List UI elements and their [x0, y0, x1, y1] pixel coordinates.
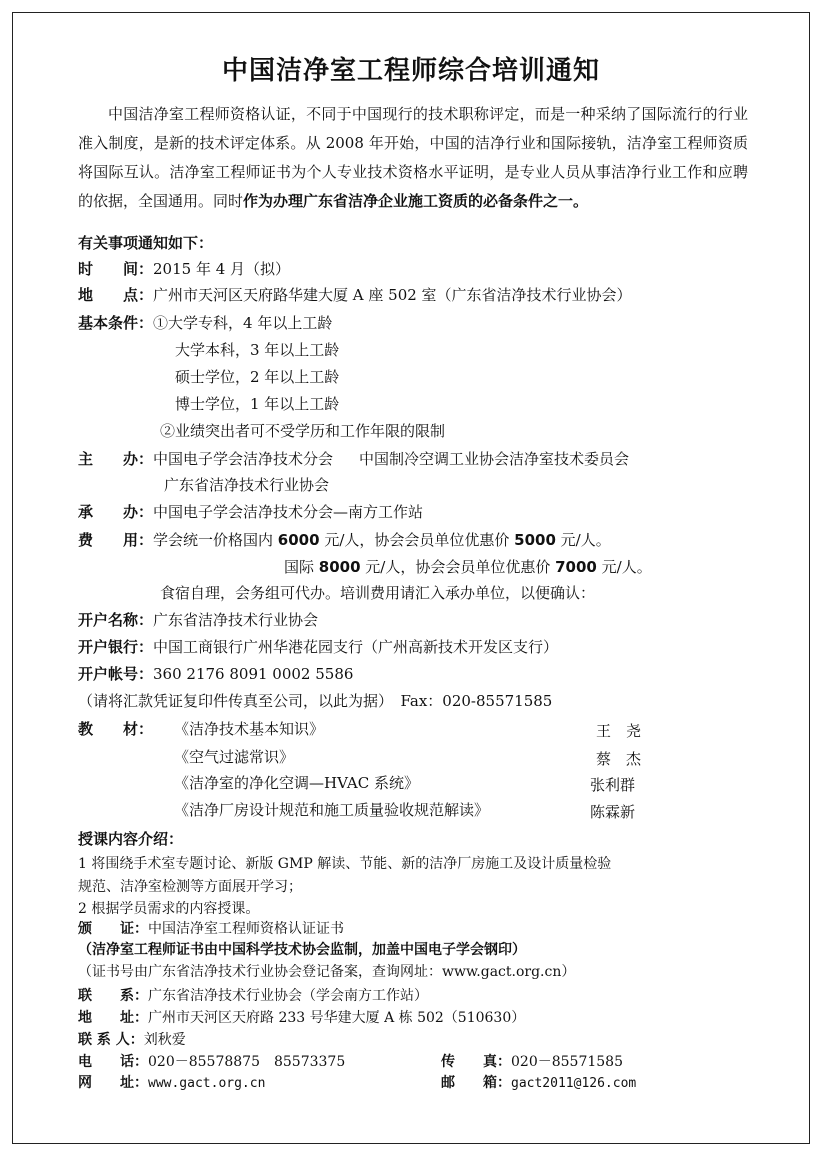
- course-heading: 授课内容介绍：: [78, 830, 184, 848]
- fee-text: 元/人，协会会员单位优惠价: [360, 558, 556, 576]
- fee-text: 元/人。: [555, 531, 611, 549]
- contact-person-label: 联 系 人：: [78, 1032, 144, 1048]
- basic-item: ①大学专科，4 年以上工龄: [153, 314, 333, 332]
- contact-fax-label: 传 真：: [441, 1054, 511, 1070]
- basic-item: 博士学位，1 年以上工龄: [175, 395, 340, 413]
- basic-label: 基本条件：: [78, 314, 154, 332]
- book-author: 蔡 杰: [596, 750, 642, 768]
- contact-fax: 020－85571585: [511, 1054, 623, 1070]
- contact-web-row: [78, 1072, 265, 1094]
- host-row: [78, 448, 629, 470]
- bank-value: 中国工商银行广州华港花园支行（广州高新技术开发区支行）: [153, 638, 559, 656]
- book-author: 陈霖新: [590, 803, 636, 821]
- bank-label: 开户银行：: [78, 638, 154, 656]
- undertake-value: 中国电子学会洁净技术分会—南方工作站: [153, 503, 424, 521]
- contact-addr-row: [78, 1007, 525, 1029]
- book-author: 王 尧: [596, 722, 642, 740]
- notice-heading: 有关事项通知如下：: [78, 234, 214, 252]
- course-line: 1 将围绕手术室专题讨论、新版 GMP 解读、节能、新的洁净厂房施工及设计质量检验: [78, 856, 612, 872]
- contact-mail-row: [441, 1072, 636, 1094]
- materials-row: [78, 718, 324, 740]
- account-no-value: 360 2176 8091 0002 5586: [153, 665, 354, 683]
- contact-tel-row: [78, 1051, 345, 1073]
- fee-amount: 8000: [318, 558, 361, 576]
- certificate-value: 中国洁净室工程师资格认证证书: [148, 921, 344, 937]
- certificate-label: 颁 证：: [78, 921, 148, 937]
- fee-note: 食宿自理，会务组可代办。培训费用请汇入承办单位，以便确认：: [160, 584, 596, 602]
- fee-label: 费 用：: [78, 531, 154, 549]
- fee-text: 元/人，协会会员单位优惠价: [319, 531, 515, 549]
- fax-note: （请将汇款凭证复印件传真至公司，以此为据） Fax：020-85571585: [78, 692, 553, 710]
- contact-org-row: [78, 985, 428, 1007]
- fee-text: 元/人。: [596, 558, 652, 576]
- time-row: [78, 258, 290, 280]
- fee-amount: 5000: [514, 531, 556, 549]
- certificate-note: （证书号由广东省洁净技术行业协会登记备案，查询网址：www.gact.org.cn）: [78, 964, 576, 980]
- fee-row-intl: [284, 556, 652, 578]
- host-org: 中国电子学会洁净技术分会: [153, 450, 334, 468]
- book-title: 《洁净厂房设计规范和施工质量验收规范解读》: [174, 801, 490, 819]
- undertake-row: [78, 501, 423, 523]
- book-title: 《洁净技术基本知识》: [174, 720, 325, 738]
- book-title: 《空气过滤常识》: [174, 748, 295, 766]
- fee-text: 学会统一价格国内: [153, 531, 278, 549]
- intro-bold-text: 作为办理广东省洁净企业施工资质的必备条件之一。: [243, 192, 589, 210]
- contact-org-label: 联 系：: [78, 988, 148, 1004]
- account-name-value: 广东省洁净技术行业协会: [153, 611, 319, 629]
- intro-paragraph: [78, 100, 748, 216]
- contact-addr: 广州市天河区天府路 233 号华建大厦 A 栋 502（510630）: [148, 1010, 526, 1026]
- basic-row: [78, 312, 332, 334]
- contact-tel-label: 电 话：: [78, 1054, 148, 1070]
- contact-mail-link[interactable]: gact2011@126.com: [511, 1076, 637, 1091]
- host-org: 广东省洁净技术行业协会: [164, 476, 330, 494]
- intro-text: 中国洁净室工程师资格认证，不同于中国现行的技术职称评定，而是一种采纳了国际流行的行业准入制度，是新的技术评定体系。从 2008 年开始，中国的洁净行业和国际接轨，洁净室工程师资质将国际互认。洁净室工程师证书为个人专业技术资格水平证明，是专业人员从事洁净行业工作和应聘的依据，全国通用。同时: [78, 105, 748, 210]
- certificate-note-bold: （洁净室工程师证书由中国科学技术协会监制，加盖中国电子学会钢印）: [78, 942, 526, 958]
- book-title: 《洁净室的净化空调—HVAC 系统》: [174, 774, 419, 792]
- account-no-label: 开户帐号：: [78, 665, 154, 683]
- contact-web-label: 网 址：: [78, 1075, 148, 1091]
- place-value: 广州市天河区天府路华建大厦 A 座 502 室（广东省洁净技术行业协会）: [153, 286, 632, 304]
- basic-item: ②业绩突出者可不受学历和工作年限的限制: [160, 422, 446, 440]
- place-row: [78, 284, 632, 306]
- certificate-row: [78, 918, 344, 940]
- time-label: 时 间：: [78, 260, 154, 278]
- contact-tel: 020－85578875 85573375: [148, 1054, 346, 1070]
- course-line: 规范、洁净室检测等方面展开学习；: [78, 879, 302, 895]
- materials-label: 教 材：: [78, 720, 154, 738]
- contact-person-row: [78, 1029, 186, 1051]
- host-label: 主 办：: [78, 450, 154, 468]
- contact-org: 广东省洁净技术行业协会（学会南方工作站）: [148, 988, 428, 1004]
- place-label: 地 点：: [78, 286, 154, 304]
- bank-row: [78, 636, 558, 658]
- page-title: 中国洁净室工程师综合培训通知: [221, 56, 600, 86]
- contact-person: 刘秋爱: [143, 1032, 186, 1048]
- basic-item: 硕士学位，2 年以上工龄: [175, 368, 340, 386]
- contact-mail-label: 邮 箱：: [441, 1075, 511, 1091]
- time-value: 2015 年 4 月（拟）: [153, 260, 291, 278]
- fee-amount: 7000: [555, 558, 597, 576]
- contact-fax-row: [441, 1051, 623, 1073]
- undertake-label: 承 办：: [78, 503, 154, 521]
- course-line: 2 根据学员需求的内容授课。: [78, 901, 260, 917]
- fee-text: 国际: [284, 558, 319, 576]
- account-name-row: [78, 609, 318, 631]
- book-author: 张利群: [590, 776, 636, 794]
- fee-row: [78, 529, 611, 551]
- host-org: 中国制冷空调工业协会洁净室技术委员会: [359, 450, 630, 468]
- account-no-row: [78, 663, 353, 685]
- contact-web-link[interactable]: www.gact.org.cn: [148, 1076, 266, 1091]
- account-name-label: 开户名称：: [78, 611, 154, 629]
- contact-addr-label: 地 址：: [78, 1010, 148, 1026]
- fee-amount: 6000: [277, 531, 320, 549]
- basic-item: 大学本科，3 年以上工龄: [175, 341, 340, 359]
